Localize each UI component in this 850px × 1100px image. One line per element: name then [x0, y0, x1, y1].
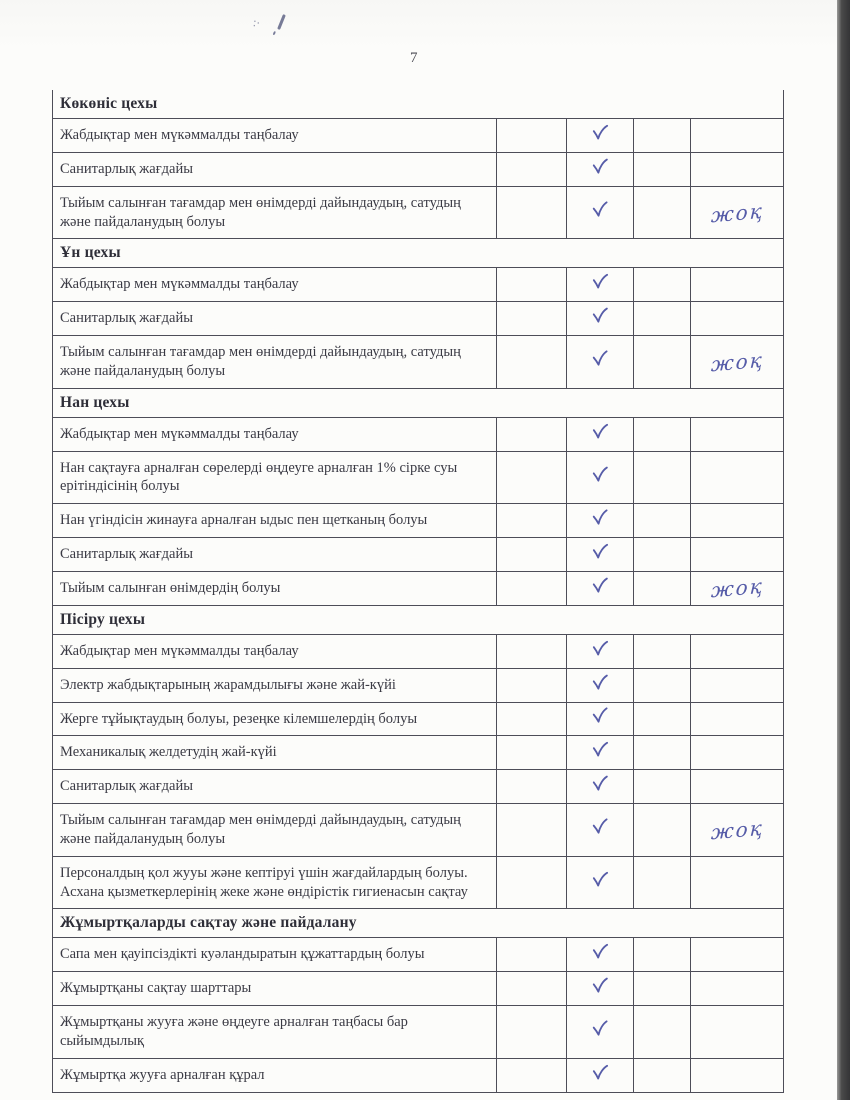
check-cell	[567, 417, 634, 451]
empty-cell	[634, 186, 691, 239]
check-cell	[567, 504, 634, 538]
table-row	[53, 804, 784, 857]
empty-cell	[634, 634, 691, 668]
empty-cell	[497, 152, 567, 186]
empty-cell	[634, 152, 691, 186]
table-row	[53, 668, 784, 702]
section-header-row	[53, 909, 784, 938]
table-row	[53, 336, 784, 389]
handwritten-check-icon	[588, 817, 611, 837]
empty-cell	[497, 336, 567, 389]
empty-cell	[497, 538, 567, 572]
empty-cell	[497, 972, 567, 1006]
handwritten-check-icon	[588, 508, 611, 528]
empty-cell	[497, 1006, 567, 1059]
table-row	[53, 538, 784, 572]
table-row	[53, 856, 784, 909]
handwritten-check-icon	[589, 157, 611, 177]
empty-cell	[497, 1058, 567, 1092]
empty-cell	[634, 1006, 691, 1059]
empty-cell	[497, 634, 567, 668]
empty-cell	[497, 856, 567, 909]
check-cell	[567, 268, 634, 302]
check-cell	[567, 119, 634, 153]
ink-dots-speck-icon: :·	[251, 16, 261, 31]
handwritten-check-icon	[589, 639, 611, 658]
note-cell	[691, 1058, 784, 1092]
empty-cell	[634, 417, 691, 451]
criterion-label: Санитарлық жағдайы	[53, 152, 497, 186]
table-row	[53, 417, 784, 451]
section-title: Нан цехы	[53, 388, 784, 417]
table-row	[53, 186, 784, 239]
check-cell	[567, 702, 634, 736]
table-row	[53, 1006, 784, 1059]
empty-cell	[497, 736, 567, 770]
section-header-row	[53, 239, 784, 268]
scan-dark-edge	[837, 0, 850, 1100]
table-row	[53, 504, 784, 538]
handwritten-note: жоқ	[710, 573, 765, 603]
empty-cell	[634, 938, 691, 972]
empty-cell	[497, 186, 567, 239]
criterion-label: Тыйым салынған тағамдар мен өнімдерді дайындаудың, сатудың және пайдаланудың болуы	[53, 186, 497, 239]
section-title: Ұн цехы	[53, 239, 784, 268]
empty-cell	[497, 451, 567, 504]
table-row	[53, 702, 784, 736]
empty-cell	[634, 770, 691, 804]
handwritten-check-icon	[589, 306, 611, 326]
handwritten-check-icon	[589, 673, 611, 693]
criterion-label: Нан үгіндісін жинауға арналған ыдыс пен щетканың болуы	[53, 504, 497, 538]
criterion-label: Санитарлық жағдайы	[53, 538, 497, 572]
check-cell	[567, 152, 634, 186]
empty-cell	[497, 268, 567, 302]
note-cell	[691, 119, 784, 153]
stray-ink-marks	[250, 14, 295, 42]
check-cell	[567, 770, 634, 804]
check-cell	[567, 856, 634, 909]
table-row	[53, 119, 784, 153]
handwritten-check-icon	[588, 349, 611, 369]
criterion-label: Жабдықтар мен мүкәммалды таңбалау	[53, 119, 497, 153]
table-row	[53, 736, 784, 770]
note-cell	[691, 302, 784, 336]
empty-cell	[497, 804, 567, 857]
empty-cell	[497, 119, 567, 153]
criterion-label: Жабдықтар мен мүкәммалды таңбалау	[53, 634, 497, 668]
section-header-row	[53, 605, 784, 634]
section-title: Жұмыртқаларды сақтау және пайдалану	[53, 909, 784, 938]
handwritten-check-icon	[589, 465, 611, 485]
empty-cell	[497, 938, 567, 972]
check-cell	[567, 804, 634, 857]
empty-cell	[634, 504, 691, 538]
section-header-row	[53, 388, 784, 417]
note-cell	[691, 152, 784, 186]
check-cell	[567, 668, 634, 702]
inspection-checklist-table	[52, 90, 784, 1093]
check-cell	[567, 634, 634, 668]
criterion-label: Персоналдың қол жууы және кептіруі үшін жағдайлардың болуы. Асхана қызметкерлерінің жеке және өндірістік гигиенасын сақтау	[53, 856, 497, 909]
empty-cell	[497, 504, 567, 538]
note-cell	[691, 856, 784, 909]
handwritten-note: жоқ	[710, 815, 765, 845]
empty-cell	[497, 302, 567, 336]
section-header-row	[53, 90, 784, 119]
criterion-label: Жұмыртқаны жууға және өңдеуге арналған таңбасы бар сыйымдылық	[53, 1006, 497, 1059]
note-cell	[691, 938, 784, 972]
note-cell	[691, 702, 784, 736]
criterion-label: Жерге тұйықтаудың болуы, резеңке кілемшелердің болуы	[53, 702, 497, 736]
check-cell	[567, 538, 634, 572]
empty-cell	[497, 702, 567, 736]
empty-cell	[634, 804, 691, 857]
criterion-label: Жабдықтар мен мүкәммалды таңбалау	[53, 417, 497, 451]
table-row	[53, 571, 784, 605]
note-cell	[691, 804, 784, 857]
empty-cell	[634, 302, 691, 336]
criterion-label: Нан сақтауға арналған сөрелерді өңдеуге арналған 1% сірке суы ерітіндісінің болуы	[53, 451, 497, 504]
note-cell	[691, 336, 784, 389]
handwritten-check-icon	[589, 422, 611, 441]
table-row	[53, 1058, 784, 1092]
note-cell	[691, 736, 784, 770]
empty-cell	[634, 571, 691, 605]
handwritten-check-icon	[588, 1019, 611, 1039]
criterion-label: Сапа мен қауіпсіздікті куәландыратын құжаттардың болуы	[53, 938, 497, 972]
empty-cell	[634, 1058, 691, 1092]
handwritten-check-icon	[589, 871, 611, 890]
check-cell	[567, 938, 634, 972]
note-cell	[691, 186, 784, 239]
note-cell	[691, 268, 784, 302]
check-cell	[567, 336, 634, 389]
check-cell	[567, 571, 634, 605]
handwritten-check-icon	[589, 741, 611, 760]
empty-cell	[634, 972, 691, 1006]
empty-cell	[634, 119, 691, 153]
criterion-label: Жұмыртқаны сақтау шарттары	[53, 972, 497, 1006]
table-row	[53, 770, 784, 804]
note-cell	[691, 1006, 784, 1059]
table-row	[53, 302, 784, 336]
handwritten-check-icon	[589, 1063, 611, 1082]
empty-cell	[497, 770, 567, 804]
check-cell	[567, 1058, 634, 1092]
note-cell	[691, 504, 784, 538]
handwritten-note: жоқ	[710, 198, 765, 227]
note-cell	[691, 668, 784, 702]
handwritten-check-icon	[589, 774, 611, 794]
empty-cell	[634, 336, 691, 389]
handwritten-check-icon	[589, 943, 611, 962]
note-cell	[691, 417, 784, 451]
note-cell	[691, 634, 784, 668]
handwritten-check-icon	[589, 576, 611, 596]
check-cell	[567, 302, 634, 336]
handwritten-check-icon	[589, 976, 611, 996]
empty-cell	[497, 571, 567, 605]
empty-cell	[497, 668, 567, 702]
table-row	[53, 938, 784, 972]
criterion-label: Электр жабдықтарының жарамдылығы және жай-күйі	[53, 668, 497, 702]
section-title: Көкөніс цехы	[53, 90, 784, 119]
criterion-label: Санитарлық жағдайы	[53, 302, 497, 336]
check-cell	[567, 972, 634, 1006]
criterion-label: Жұмыртқа жууға арналған құрал	[53, 1058, 497, 1092]
empty-cell	[634, 736, 691, 770]
table-row	[53, 268, 784, 302]
table-row	[53, 972, 784, 1006]
criterion-label: Тыйым салынған тағамдар мен өнімдерді дайындаудың, сатудың және пайдаланудың болуы	[53, 804, 497, 857]
empty-cell	[634, 702, 691, 736]
criterion-label: Механикалық желдетудің жай-күйі	[53, 736, 497, 770]
check-cell	[567, 1006, 634, 1059]
section-title: Пісіру цехы	[53, 605, 784, 634]
handwritten-note: жоқ	[710, 347, 765, 377]
handwritten-check-icon	[588, 706, 611, 726]
criterion-label: Тыйым салынған өнімдердің болуы	[53, 571, 497, 605]
table-row	[53, 634, 784, 668]
note-cell	[691, 538, 784, 572]
handwritten-check-icon	[589, 543, 611, 562]
handwritten-check-icon	[588, 200, 611, 220]
empty-cell	[634, 538, 691, 572]
empty-cell	[634, 451, 691, 504]
note-cell	[691, 571, 784, 605]
empty-cell	[634, 268, 691, 302]
table-row	[53, 152, 784, 186]
page-number: 7	[410, 50, 419, 66]
criterion-label: Жабдықтар мен мүкәммалды таңбалау	[53, 268, 497, 302]
check-cell	[567, 186, 634, 239]
handwritten-check-icon	[589, 273, 611, 292]
empty-cell	[634, 856, 691, 909]
criterion-label: Санитарлық жағдайы	[53, 770, 497, 804]
ink-slanted-stroke-icon	[277, 14, 286, 30]
handwritten-check-icon	[589, 123, 611, 142]
note-cell	[691, 972, 784, 1006]
empty-cell	[634, 668, 691, 702]
note-cell	[691, 770, 784, 804]
empty-cell	[497, 417, 567, 451]
table-row	[53, 451, 784, 504]
note-cell	[691, 451, 784, 504]
check-cell	[567, 451, 634, 504]
criterion-label: Тыйым салынған тағамдар мен өнімдерді дайындаудың, сатудың және пайдаланудың болуы	[53, 336, 497, 389]
check-cell	[567, 736, 634, 770]
